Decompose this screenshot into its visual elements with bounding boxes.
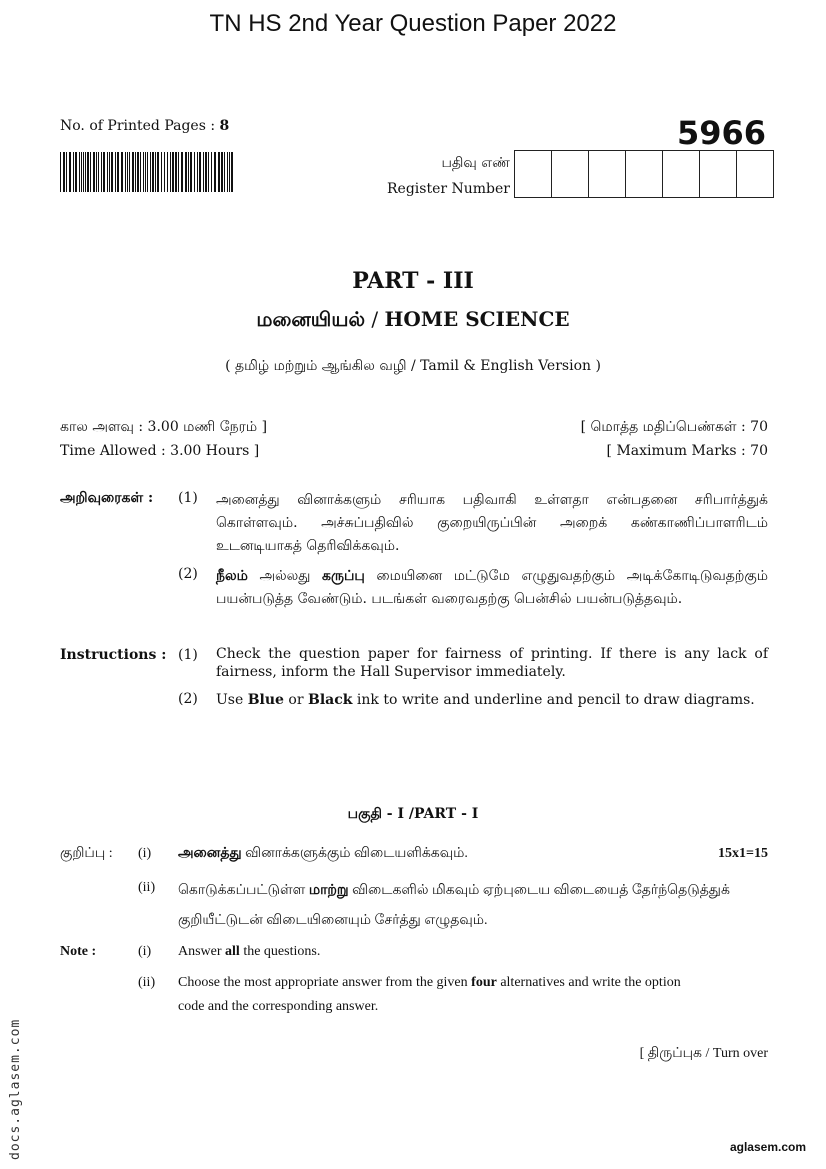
barcode-bar bbox=[175, 152, 177, 192]
paper-code: 5966 bbox=[676, 114, 766, 152]
instruction-tamil-1: அனைத்து வினாக்களும் சரியாக பதிவாகி உள்ளதா என்பதனை சரிபார்த்துக் கொள்ளவும். அச்சுப்பதிவில் குறையிருப்பின் அறைக் கண்காணிப்பாளரிடம் உடனடியாகத் தெரிவிக்கவும். bbox=[216, 492, 768, 554]
register-box[interactable] bbox=[589, 151, 626, 197]
marks-tamil: [ மொத்த மதிப்பெண்கள் : 70 bbox=[580, 419, 768, 435]
barcode-bar bbox=[140, 152, 141, 192]
barcode-bar bbox=[137, 152, 139, 192]
instruction-english-1: Check the question paper for fairness of printing. If there is any lack of fairness, inform the Hall Supervisor immediately. bbox=[216, 646, 768, 680]
text-fragment: விடைகளில் மிகவும் ஏற்புடைய விடையைத் தேர்ந்தெடுத்துக் குறியீட்டுடன் விடையினையும் சேர்த்து எழுதவும். bbox=[178, 883, 730, 928]
subject-english: HOME SCIENCE bbox=[384, 307, 570, 331]
bold-blue: Blue bbox=[247, 692, 284, 708]
barcode-bar bbox=[115, 152, 116, 192]
part-one-heading: பகுதி - I /PART - I bbox=[347, 806, 479, 822]
instruction-english-2 bbox=[216, 689, 768, 711]
barcode-bar bbox=[231, 152, 233, 192]
page-header-title: TN HS 2nd Year Question Paper 2022 bbox=[209, 10, 617, 37]
barcode-bar bbox=[178, 152, 179, 192]
text-fragment: or bbox=[283, 692, 308, 708]
barcode-bar bbox=[194, 152, 195, 192]
barcode-bar bbox=[167, 152, 168, 192]
barcode-bar bbox=[103, 152, 105, 192]
instructions-label-english: Instructions : bbox=[60, 647, 167, 663]
barcode-bar bbox=[135, 152, 136, 192]
register-box[interactable] bbox=[663, 151, 700, 197]
time-row-english bbox=[60, 443, 768, 459]
register-label-tamil: பதிவு எண் bbox=[441, 155, 510, 171]
text-fragment: Choose the most appropriate answer from the given bbox=[178, 975, 472, 990]
barcode-bar bbox=[66, 152, 67, 192]
barcode-bar bbox=[127, 152, 128, 192]
bold-black: Black bbox=[308, 692, 353, 708]
text-fragment: Answer bbox=[178, 944, 226, 959]
text-fragment: வினாக்களுக்கும் விடையளிக்கவும். bbox=[241, 846, 468, 861]
instruction-number: (2) bbox=[178, 691, 198, 707]
time-row-tamil bbox=[60, 419, 768, 437]
note-number: (i) bbox=[138, 944, 152, 959]
barcode-bar bbox=[145, 152, 146, 192]
barcode-bar bbox=[188, 152, 189, 192]
bold-all-tamil: அனைத்து bbox=[178, 846, 242, 861]
barcode-bar bbox=[93, 152, 95, 192]
barcode-bar bbox=[85, 152, 86, 192]
register-box[interactable] bbox=[737, 151, 773, 197]
barcode-bar bbox=[143, 152, 144, 192]
barcode-bar bbox=[69, 152, 71, 192]
barcode-bar bbox=[155, 152, 156, 192]
barcode-bar bbox=[83, 152, 84, 192]
barcode-bar bbox=[147, 152, 148, 192]
note-number: (i) bbox=[138, 846, 152, 861]
text-fragment: மையினை மட்டுமே எழுதுவதற்கும் அடிக்கோடிடுவதற்கும் பயன்படுத்த வேண்டும். படங்கள் வரைவதற்கு பென்சில் பயன்படுத்தவும். bbox=[216, 568, 768, 607]
note-label-tamil: குறிப்பு : bbox=[60, 846, 113, 861]
printed-pages bbox=[60, 118, 229, 134]
barcode-bar bbox=[157, 152, 159, 192]
instruction-number: (1) bbox=[178, 490, 198, 506]
version-line: ( தமிழ் மற்றும் ஆங்கில வழி / Tamil & English Version ) bbox=[225, 358, 601, 374]
barcode-bar bbox=[101, 152, 102, 192]
bold-all: all bbox=[225, 944, 240, 959]
register-box[interactable] bbox=[626, 151, 663, 197]
barcode-bar bbox=[224, 152, 225, 192]
register-number-boxes[interactable] bbox=[514, 150, 774, 198]
barcode-bar bbox=[87, 152, 89, 192]
instruction-tamil-2 bbox=[216, 565, 768, 611]
text-fragment: கொடுக்கப்பட்டுள்ள bbox=[178, 883, 309, 898]
barcode-bar bbox=[161, 152, 162, 192]
barcode-bar bbox=[185, 152, 187, 192]
bold-black-tamil: கருப்பு bbox=[322, 568, 365, 584]
footer-brand[interactable]: aglasem.com bbox=[729, 1140, 806, 1154]
barcode-bar bbox=[109, 152, 110, 192]
barcode-bar bbox=[227, 152, 228, 192]
barcode-bar bbox=[190, 152, 192, 192]
bold-blue-tamil: நீலம் bbox=[216, 568, 248, 584]
barcode-bar bbox=[199, 152, 201, 192]
bold-alternatives-tamil: மாற்று bbox=[308, 883, 349, 898]
barcode-bar bbox=[221, 152, 223, 192]
register-box[interactable] bbox=[700, 151, 737, 197]
subject-tamil: மனையியல் bbox=[256, 307, 366, 331]
instructions-label-tamil: அறிவுரைகள் : bbox=[60, 490, 154, 506]
barcode-bar bbox=[75, 152, 77, 192]
register-box[interactable] bbox=[515, 151, 552, 197]
note-number: (ii) bbox=[138, 975, 156, 990]
instruction-number: (2) bbox=[178, 566, 198, 582]
barcode-bar bbox=[197, 152, 198, 192]
barcode-bar bbox=[79, 152, 80, 192]
note-label-english: Note : bbox=[60, 944, 97, 959]
maximum-marks: [ Maximum Marks : 70 bbox=[606, 443, 768, 459]
barcode-bar bbox=[81, 152, 82, 192]
register-number-labels bbox=[387, 150, 510, 202]
barcode-bar bbox=[125, 152, 126, 192]
barcode-bar bbox=[96, 152, 97, 192]
note-english-1 bbox=[178, 940, 320, 964]
note-tamil-2 bbox=[178, 876, 738, 936]
register-label-english: Register Number bbox=[387, 181, 510, 197]
printed-pages-label: No. of Printed Pages : bbox=[60, 118, 216, 134]
marks-distribution: 15x1=15 bbox=[718, 846, 768, 861]
part-title: PART - III bbox=[352, 268, 474, 294]
subject-title bbox=[0, 307, 826, 334]
text-fragment: alternatives and write the option code and the corresponding answer. bbox=[178, 975, 681, 1014]
barcode-bar bbox=[129, 152, 130, 192]
side-watermark: docs.aglasem.com bbox=[8, 1018, 23, 1160]
barcode-bar bbox=[132, 152, 134, 192]
barcode-bar bbox=[60, 152, 61, 192]
barcode-bar bbox=[150, 152, 151, 192]
turn-over: [ திருப்புக / Turn over bbox=[639, 1046, 768, 1061]
barcode-bar bbox=[164, 152, 165, 192]
text-fragment: அல்லது bbox=[247, 568, 323, 584]
barcode-bar bbox=[229, 152, 230, 192]
instruction-number: (1) bbox=[178, 647, 198, 663]
barcode-bar bbox=[90, 152, 91, 192]
subject-separator: / bbox=[365, 307, 385, 331]
note-english-2 bbox=[178, 971, 698, 1019]
barcode-bar bbox=[214, 152, 216, 192]
note-number: (ii) bbox=[138, 880, 156, 895]
printed-pages-value: 8 bbox=[219, 118, 230, 134]
barcode-bar bbox=[152, 152, 154, 192]
barcode-bar bbox=[203, 152, 204, 192]
barcode-bar bbox=[107, 152, 108, 192]
barcode-bar bbox=[121, 152, 123, 192]
barcode-bar bbox=[73, 152, 74, 192]
text-fragment: ink to write and underline and pencil to draw diagrams. bbox=[352, 692, 755, 708]
bold-four: four bbox=[471, 975, 497, 990]
text-fragment: the questions. bbox=[239, 944, 321, 959]
barcode-bar bbox=[211, 152, 212, 192]
barcode-bar bbox=[117, 152, 119, 192]
barcode-bar bbox=[205, 152, 207, 192]
barcode-bar bbox=[63, 152, 65, 192]
barcode-bar bbox=[111, 152, 113, 192]
barcode-bar bbox=[208, 152, 209, 192]
barcode-bar bbox=[181, 152, 183, 192]
barcode-bar bbox=[170, 152, 171, 192]
barcode-bar bbox=[218, 152, 220, 192]
time-allowed: Time Allowed : 3.00 Hours ] bbox=[60, 443, 260, 459]
barcode-bar bbox=[172, 152, 174, 192]
barcode-bar bbox=[98, 152, 99, 192]
barcode bbox=[60, 152, 236, 192]
note-tamil-1 bbox=[178, 842, 468, 866]
text-fragment: Use bbox=[216, 692, 248, 708]
time-tamil: கால அளவு : 3.00 மணி நேரம் ] bbox=[60, 419, 268, 435]
register-box[interactable] bbox=[552, 151, 589, 197]
